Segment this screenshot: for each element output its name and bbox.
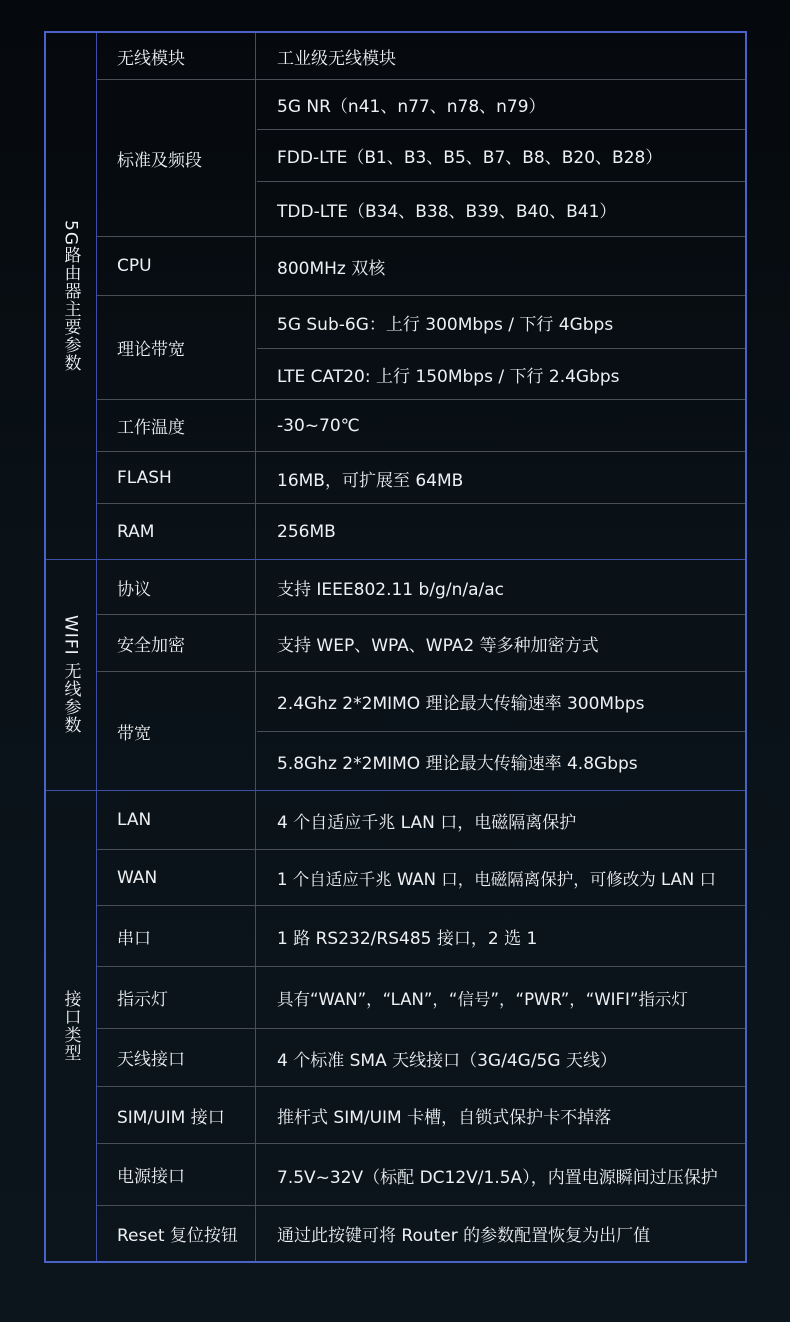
- row-values: [257, 906, 745, 966]
- spec-row-wifi-bandwidth: [97, 672, 745, 791]
- group-5g-router-params: [46, 33, 745, 560]
- spec-row-power: [97, 1144, 745, 1206]
- spec-row-antenna: [97, 1029, 745, 1087]
- group-title: WIFI 无线参数: [60, 615, 81, 735]
- row-value: 5G NR（n41、n77、n78、n79）: [257, 80, 745, 130]
- spec-row-bands: [97, 80, 745, 237]
- row-label: 工作温度: [97, 400, 256, 451]
- row-values: [257, 33, 745, 79]
- row-values: [257, 1206, 745, 1261]
- row-value: 工业级无线模块: [277, 49, 396, 69]
- spec-row-indicator: [97, 967, 745, 1029]
- spec-row-lan: [97, 791, 745, 850]
- row-value: 7.5V~32V（标配 DC12V/1.5A），内置电源瞬间过压保护: [277, 1167, 718, 1188]
- spec-table: [44, 31, 747, 1263]
- row-label: 串口: [97, 906, 256, 966]
- row-values: [257, 400, 745, 451]
- row-values: [257, 850, 745, 905]
- spec-row-temperature: [97, 400, 745, 452]
- row-label: 带宽: [97, 672, 256, 791]
- row-value: 支持 WEP、WPA、WPA2 等多种加密方式: [277, 636, 599, 656]
- row-value: 4 个标准 SMA 天线接口（3G/4G/5G 天线）: [277, 1050, 617, 1071]
- group-title-cell: [46, 791, 97, 1261]
- row-value: 5.8Ghz 2*2MIMO 理论最大传输速率 4.8Gbps: [277, 754, 638, 774]
- row-values: [257, 672, 745, 791]
- row-values: [257, 80, 745, 236]
- group-title: 接口类型: [60, 990, 81, 1062]
- row-label: SIM/UIM 接口: [97, 1087, 256, 1143]
- row-value: 16MB，可扩展至 64MB: [277, 470, 464, 491]
- spec-row-serial: [97, 906, 745, 967]
- row-label: 协议: [97, 560, 256, 614]
- row-label: 指示灯: [97, 967, 256, 1028]
- group-wifi-params: [46, 560, 745, 791]
- row-label: FLASH: [97, 452, 256, 503]
- row-value: 5G Sub-6G：上行 300Mbps / 下行 4Gbps: [257, 296, 745, 349]
- row-value: -30~70℃: [277, 416, 360, 436]
- row-label: 电源接口: [97, 1144, 256, 1205]
- row-value: FDD-LTE（B1、B3、B5、B7、B8、B20、B28）: [257, 130, 745, 182]
- row-value: 800MHz 双核: [277, 259, 386, 279]
- row-values: [257, 237, 745, 295]
- spec-row-encryption: [97, 615, 745, 672]
- row-values: [257, 791, 745, 849]
- row-values: [257, 452, 745, 503]
- row-value: 支持 IEEE802.11 b/g/n/a/ac: [277, 580, 504, 600]
- row-values: [257, 967, 745, 1028]
- row-value: 具有“WAN”，“LAN”，“信号”，“PWR”，“WIFI”指示灯: [277, 990, 688, 1009]
- row-value: 推杆式 SIM/UIM 卡槽，自锁式保护卡不掉落: [277, 1108, 612, 1128]
- spec-row-wan: [97, 850, 745, 906]
- row-value: 1 个自适应千兆 WAN 口，电磁隔离保护，可修改为 LAN 口: [277, 870, 716, 889]
- row-value: LTE CAT20: 上行 150Mbps / 下行 2.4Gbps: [277, 367, 620, 387]
- row-label: Reset 复位按钮: [97, 1206, 256, 1261]
- group-title-cell: [46, 33, 97, 559]
- spec-row-flash: [97, 452, 745, 504]
- row-label: LAN: [97, 791, 256, 849]
- row-value: TDD-LTE（B34、B38、B39、B40、B41）: [277, 202, 617, 222]
- spec-row-bandwidth: [97, 296, 745, 400]
- row-label: CPU: [97, 237, 256, 295]
- row-value: 通过此按键可将 Router 的参数配置恢复为出厂值: [277, 1226, 651, 1246]
- row-values: [257, 615, 745, 671]
- row-label: WAN: [97, 850, 256, 905]
- spec-row-ram: [97, 504, 745, 560]
- row-label: 安全加密: [97, 615, 256, 671]
- row-label: 无线模块: [97, 33, 256, 79]
- row-label: 理论带宽: [97, 296, 256, 399]
- spec-row-sim: [97, 1087, 745, 1144]
- row-value: 1 路 RS232/RS485 接口，2 选 1: [277, 929, 538, 949]
- spec-row-reset: [97, 1206, 745, 1261]
- row-values: [257, 504, 745, 560]
- row-value: 4 个自适应千兆 LAN 口，电磁隔离保护: [277, 813, 577, 833]
- row-values: [257, 560, 745, 614]
- group-interface-types: [46, 791, 745, 1261]
- row-values: [257, 1144, 745, 1205]
- row-values: [257, 1029, 745, 1086]
- row-label: 标准及频段: [97, 80, 256, 236]
- row-value: 256MB: [277, 522, 336, 542]
- group-title-cell: [46, 560, 97, 790]
- row-label: 天线接口: [97, 1029, 256, 1086]
- row-values: [257, 1087, 745, 1143]
- spec-row-protocol: [97, 560, 745, 615]
- row-values: [257, 296, 745, 399]
- spec-row-wireless-module: [97, 33, 745, 80]
- spec-row-cpu: [97, 237, 745, 296]
- group-title: 5G路由器主要参数: [60, 220, 81, 372]
- row-label: RAM: [97, 504, 256, 560]
- row-value: 2.4Ghz 2*2MIMO 理论最大传输速率 300Mbps: [257, 672, 745, 732]
